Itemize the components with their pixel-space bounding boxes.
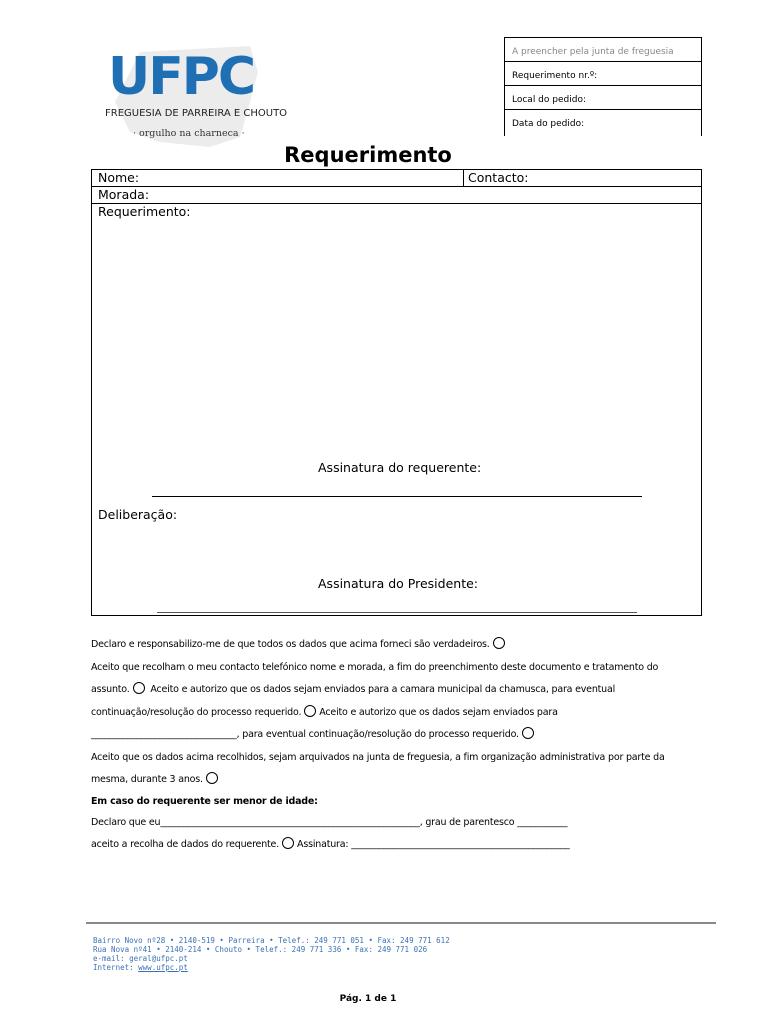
footer-address-1: Bairro Novo nº28 • 2140-519 • Parreira • Telef.: 249 771 051 • Fax: 249 771 612 (93, 936, 450, 945)
declaration-text: ________________________________, para eventual continuação/resolução do processo requerido. (91, 729, 519, 740)
deliberation-label: Deliberação: (98, 507, 178, 522)
declaration-line (91, 747, 701, 770)
footer-email: e-mail: geral@ufpc.pt (93, 954, 188, 963)
declaration-text: assunto. (91, 684, 130, 695)
declaration-text: Aceito que recolham o meu contacto telefónico nome e morada, a fim do preenchimento deste documento e tratamento do (91, 661, 659, 673)
footer-website (93, 963, 450, 972)
ufpc-logo (100, 42, 288, 152)
request-text-area[interactable] (92, 222, 701, 494)
declaration-text: continuação/resolução do processo requerido. (91, 706, 302, 718)
name-label: Nome: (98, 170, 140, 185)
address-label: Morada: (98, 187, 150, 202)
requester-signature-line[interactable] (152, 496, 642, 497)
declaration-text: Declaro que eu_________________________________________________________, grau de parentesco ___________ (91, 816, 568, 828)
declaration-line (91, 679, 701, 702)
page-title: Requerimento (284, 143, 452, 167)
declaration-line (91, 724, 701, 747)
president-signature-label: Assinatura do Presidente: (318, 576, 478, 591)
declaration-line (91, 769, 701, 792)
footer-website-prefix: Internet: (93, 963, 139, 972)
request-date-field[interactable]: Data do pedido: (512, 119, 585, 129)
president-signature-line[interactable] (157, 612, 637, 613)
footer-address-2: Rua Nova nº41 • 2140-214 • Chouto • Telef.: 249 771 336 • Fax: 249 771 026 (93, 945, 428, 954)
declaration-text: Aceito e autorizo que os dados sejam enviados para a camara municipal da chamusca, para eventual (150, 684, 616, 695)
address-row (92, 187, 701, 204)
declaration-line (91, 702, 701, 725)
consent-radio-6[interactable] (282, 837, 294, 849)
declaration-text: aceito a recolha de dados do requerente. (91, 839, 280, 850)
declaration-line (91, 812, 701, 835)
page-number: Pág. 1 de 1 (339, 994, 397, 1004)
declarations (91, 634, 701, 857)
request-place-field[interactable]: Local do pedido: (505, 86, 701, 110)
consent-radio-4[interactable] (522, 727, 534, 739)
footer (93, 936, 450, 972)
consent-radio-5[interactable] (206, 772, 218, 784)
logo-acronym: UFPC (108, 47, 255, 107)
request-number-field[interactable]: Requerimento nr.º: (505, 62, 701, 86)
consent-radio-3[interactable] (304, 705, 316, 717)
office-use-box (504, 37, 702, 136)
logo-tagline: · orgulho na charneca · (133, 128, 245, 139)
logo-name: FREGUESIA DE PARREIRA E CHOUTO (105, 108, 288, 119)
declaration-text: Assinatura: ________________________________________________ (297, 839, 570, 850)
minor-heading: Em caso do requerente ser menor de idade: (91, 795, 318, 807)
request-label: Requerimento: (98, 204, 191, 219)
consent-radio-2[interactable] (133, 682, 145, 694)
request-form (91, 169, 702, 616)
declaration-line (91, 657, 701, 680)
consent-radio-1[interactable] (493, 637, 505, 649)
name-contact-row (92, 170, 701, 187)
declaration-text: Declaro e responsabilizo-me de que todos os dados que acima forneci são verdadeiros. (91, 639, 490, 650)
declaration-text: mesma, durante 3 anos. (91, 774, 203, 785)
declaration-line (91, 634, 701, 657)
contact-label: Contacto: (468, 170, 529, 185)
declaration-line (91, 834, 701, 857)
requester-signature-label: Assinatura do requerente: (318, 460, 482, 475)
row-divider (463, 170, 464, 186)
declaration-text: Aceito e autorizo que os dados sejam enviados para (319, 706, 558, 718)
declaration-text: Aceito que os dados acima recolhidos, sejam arquivados na junta de freguesia, a fim organização administrativa por parte da (91, 751, 665, 763)
office-box-caption: A preencher pela junta de freguesia (505, 38, 701, 62)
website-link[interactable]: www.ufpc.pt (138, 963, 188, 972)
footer-rule (86, 922, 716, 924)
